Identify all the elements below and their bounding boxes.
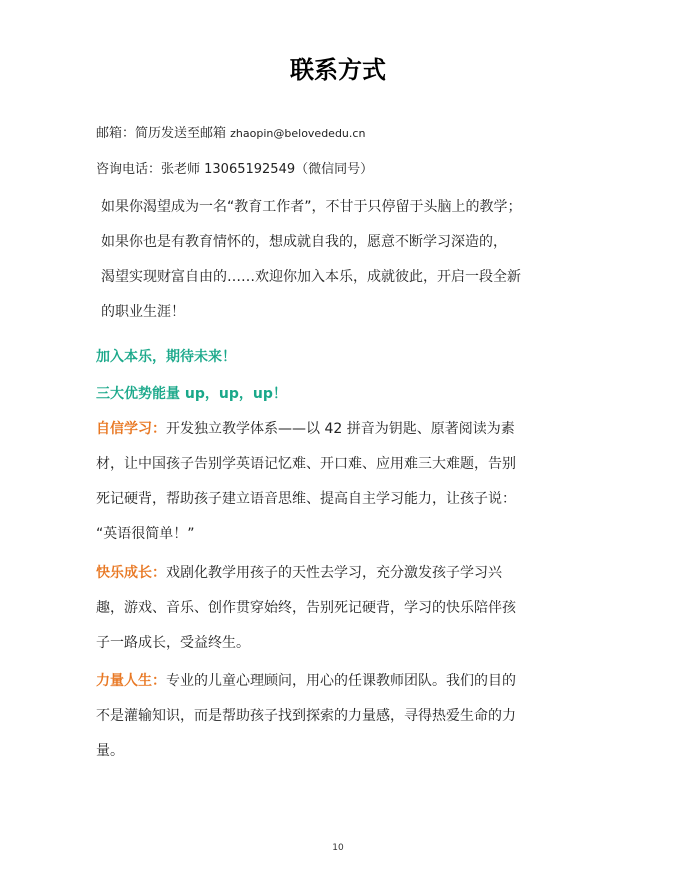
email-address: zhaopin@belovededu.cn (230, 127, 366, 140)
slogan-advantages: 三大优势能量 up，up，up！ (96, 386, 287, 402)
advantage-line: 自信学习：开发独立教学体系——以 42 拼音为钥匙、原著阅读为素 (96, 421, 515, 437)
intro-paragraph (101, 190, 571, 330)
advantage-line: 量。 (96, 743, 124, 759)
email-label: 邮箱：简历发送至邮箱 (96, 126, 227, 141)
advantage-lead: 快乐成长： (96, 565, 166, 581)
advantage-confident-learning (96, 412, 566, 552)
page-number: 10 (332, 843, 344, 853)
phone-line: 咨询电话：张老师 13065192549（微信同号） (96, 162, 374, 177)
slogan-join: 加入本乐，期待未来！ (96, 349, 236, 365)
advantage-line: 死记硬背，帮助孩子建立语音思维、提高自主学习能力，让孩子说： (96, 491, 516, 507)
advantage-lead: 力量人生： (96, 673, 166, 689)
advantage-line: 材，让中国孩子告别学英语记忆难、开口难、应用难三大难题，告别 (96, 456, 516, 472)
advantage-lead: 自信学习： (96, 421, 166, 437)
email-line (96, 122, 365, 141)
advantage-happy-growth (96, 556, 566, 661)
page-title: 联系方式 (290, 56, 386, 84)
intro-line: 的职业生涯！ (101, 304, 185, 320)
advantage-line: 不是灌输知识，而是帮助孩子找到探索的力量感，寻得热爱生命的力 (96, 708, 516, 724)
advantage-line: “英语很简单！” (96, 526, 195, 542)
intro-line: 如果你也是有教育情怀的，想成就自我的，愿意不断学习深造的， (101, 234, 507, 250)
intro-line: 如果你渴望成为一名“教育工作者”，不甘于只停留于头脑上的教学； (101, 199, 522, 215)
advantage-power-life (96, 664, 566, 769)
intro-line: 渴望实现财富自由的……欢迎你加入本乐，成就彼此，开启一段全新 (101, 269, 521, 285)
advantage-line: 子一路成长，受益终生。 (96, 635, 250, 651)
advantage-line: 趣，游戏、音乐、创作贯穿始终，告别死记硬背，学习的快乐陪伴孩 (96, 600, 516, 616)
advantage-line: 力量人生：专业的儿童心理顾问，用心的任课教师团队。我们的目的 (96, 673, 516, 689)
advantage-line: 快乐成长：戏剧化教学用孩子的天性去学习，充分激发孩子学习兴 (96, 565, 502, 581)
